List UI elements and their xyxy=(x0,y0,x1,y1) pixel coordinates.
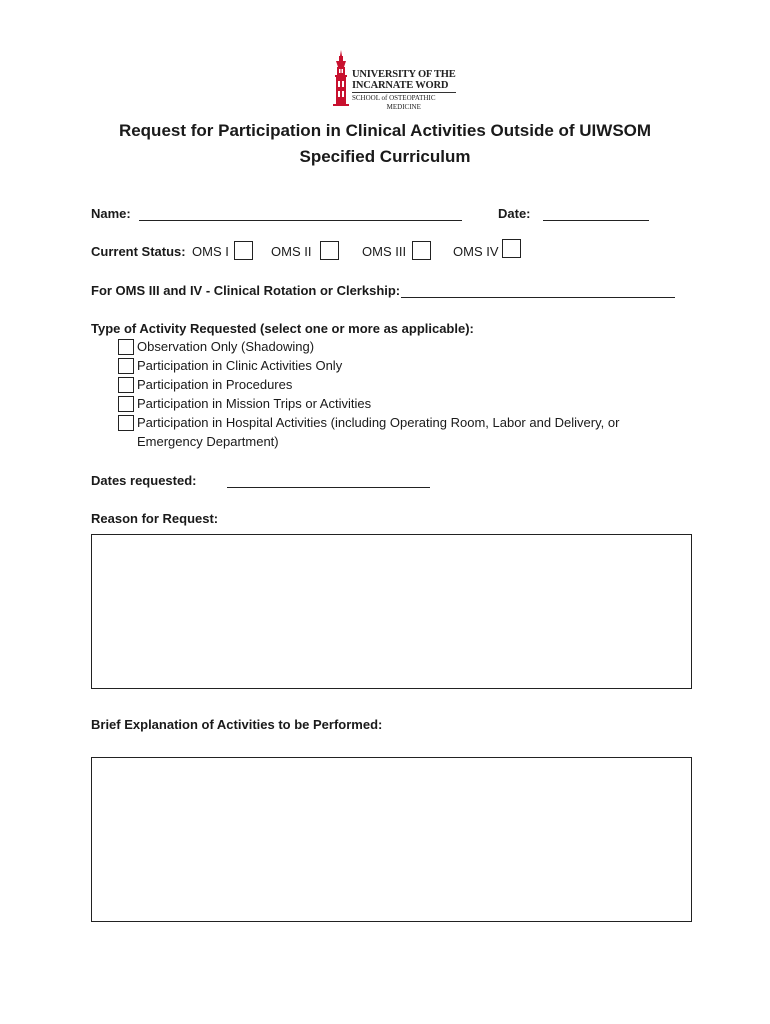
current-status-label: Current Status: xyxy=(91,244,186,259)
reason-textarea[interactable] xyxy=(91,534,692,689)
activity-heading: Type of Activity Requested (select one or more as applicable): xyxy=(91,321,474,336)
status-option-oms-4-label: OMS IV xyxy=(453,244,499,259)
date-label: Date: xyxy=(498,206,531,221)
logo-wordmark xyxy=(352,69,456,111)
status-option-oms-2-label: OMS II xyxy=(271,244,312,259)
date-field[interactable] xyxy=(543,220,649,221)
activity-option-hospital-continuation: Emergency Department) xyxy=(137,434,279,449)
activity-checkbox-mission[interactable] xyxy=(118,396,134,412)
activity-option-observation: Observation Only (Shadowing) xyxy=(137,339,315,354)
clerkship-field[interactable] xyxy=(401,297,675,298)
clerkship-label: For OMS III and IV - Clinical Rotation or Clerkship: xyxy=(91,283,401,298)
activity-option-hospital: Participation in Hospital Activities (including Operating Room, Labor and Delivery, or xyxy=(137,415,620,430)
form-title-line-1: Request for Participation in Clinical Activities Outside of UIWSOM xyxy=(118,121,652,140)
status-checkbox-oms-4[interactable] xyxy=(502,239,521,258)
logo-line-4: MEDICINE xyxy=(386,103,421,111)
status-option-oms-1-label: OMS I xyxy=(192,244,229,259)
activity-checkbox-observation[interactable] xyxy=(118,339,134,355)
form-title xyxy=(60,118,710,170)
dates-requested-field[interactable] xyxy=(227,487,430,488)
name-field[interactable] xyxy=(139,220,462,221)
activity-option-procedures: Participation in Procedures xyxy=(137,377,293,392)
name-label: Name: xyxy=(91,206,131,221)
dates-requested-label: Dates requested: xyxy=(91,473,197,488)
reason-label: Reason for Request: xyxy=(91,511,219,526)
explanation-label: Brief Explanation of Activities to be Performed: xyxy=(91,717,383,732)
logo-line-2: INCARNATE WORD xyxy=(352,80,456,93)
activity-option-clinic: Participation in Clinic Activities Only xyxy=(137,358,343,373)
form-title-line-2: Specified Curriculum xyxy=(299,147,471,166)
activity-checkbox-hospital[interactable] xyxy=(118,415,134,431)
logo-line-3: SCHOOL of OSTEOPATHIC xyxy=(352,94,436,102)
tower-icon xyxy=(330,50,352,106)
activity-option-mission: Participation in Mission Trips or Activities xyxy=(137,396,372,411)
university-logo xyxy=(330,48,456,111)
status-option-oms-3-label: OMS III xyxy=(362,244,407,259)
logo-line-1: UNIVERSITY OF THE xyxy=(352,69,456,80)
status-checkbox-oms-3[interactable] xyxy=(412,241,431,260)
activity-checkbox-procedures[interactable] xyxy=(118,377,134,393)
activity-checkbox-clinic[interactable] xyxy=(118,358,134,374)
status-checkbox-oms-2[interactable] xyxy=(320,241,339,260)
explanation-textarea[interactable] xyxy=(91,757,692,922)
status-checkbox-oms-1[interactable] xyxy=(234,241,253,260)
